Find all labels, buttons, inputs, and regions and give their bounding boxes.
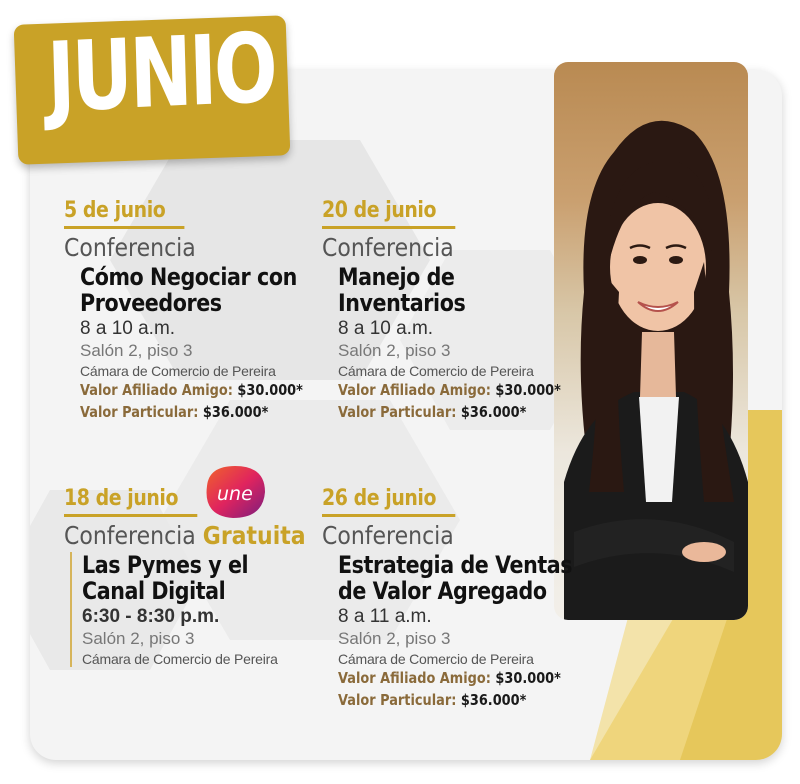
event-kind-label: Conferencia	[322, 521, 454, 550]
price-regular-amount: $36.000*	[460, 403, 527, 421]
une-logo-text: une	[217, 483, 253, 505]
event-organizer: Cámara de Comercio de Pereira	[338, 651, 534, 667]
event-title-line-1: Manejo de	[338, 263, 455, 291]
price-member	[80, 379, 303, 401]
event-title-line-2: Canal Digital	[82, 577, 226, 605]
price-regular-amount: $36.000*	[460, 691, 527, 709]
month-title: JUNIO	[45, 11, 276, 134]
event-kind	[322, 521, 576, 550]
event-time: 6:30 - 8:30 p.m.	[82, 606, 220, 627]
event-kind-label: Conferencia	[322, 233, 454, 262]
price-member	[338, 667, 572, 689]
price-regular	[338, 689, 572, 711]
event-date: 20 de junio	[322, 196, 455, 229]
event-room: Salón 2, piso 3	[338, 629, 451, 648]
event-organizer: Cámara de Comercio de Pereira	[82, 651, 278, 667]
event-room: Salón 2, piso 3	[338, 341, 451, 360]
event-title-line-1: Cómo Negociar con	[80, 263, 297, 291]
event-details	[338, 552, 610, 711]
event-title-line-2: de Valor Agregado	[338, 577, 547, 605]
price-member	[338, 379, 561, 401]
event-title-line-2: Proveedores	[80, 289, 222, 317]
price-member-amount: $30.000*	[495, 669, 561, 687]
price-regular	[80, 401, 303, 423]
price-regular-label: Valor Particular:	[338, 403, 457, 421]
event-details	[80, 264, 339, 423]
event-title-line-1: Las Pymes y el	[82, 551, 249, 579]
price-regular	[338, 401, 561, 423]
price-member-label: Valor Afiliado Amigo:	[338, 669, 491, 687]
event-kind	[64, 233, 306, 262]
event-room: Salón 2, piso 3	[82, 629, 195, 648]
event-free-label: Gratuita	[202, 521, 306, 550]
price-regular-label: Valor Particular:	[338, 691, 457, 709]
event-26-junio	[322, 484, 610, 711]
event-kind-label: Conferencia	[64, 233, 196, 262]
price-member-amount: $30.000*	[495, 381, 561, 399]
event-organizer: Cámara de Comercio de Pereira	[80, 363, 276, 379]
event-time: 8 a 10 a.m.	[80, 318, 176, 339]
price-regular-label: Valor Particular:	[80, 403, 199, 421]
event-kind	[322, 233, 564, 262]
price-member-label: Valor Afiliado Amigo:	[80, 381, 233, 399]
event-title-line-2: Inventarios	[338, 289, 466, 317]
price-regular-amount: $36.000*	[202, 403, 269, 421]
event-date: 26 de junio	[322, 484, 455, 517]
price-member-label: Valor Afiliado Amigo:	[338, 381, 491, 399]
event-20-junio	[322, 196, 597, 423]
event-time: 8 a 11 a.m.	[338, 606, 432, 627]
event-kind-label: Conferencia	[64, 521, 196, 550]
event-title-line-1: Estrategia de Ventas	[338, 551, 573, 579]
event-kind	[64, 521, 306, 550]
event-organizer: Cámara de Comercio de Pereira	[338, 363, 534, 379]
event-room: Salón 2, piso 3	[80, 341, 193, 360]
event-time: 8 a 10 a.m.	[338, 318, 434, 339]
event-details	[70, 552, 339, 667]
event-date: 18 de junio	[64, 484, 197, 517]
price-member-amount: $30.000*	[237, 381, 303, 399]
event-details	[338, 264, 597, 423]
une-logo-icon	[199, 464, 269, 520]
event-5-junio	[64, 196, 339, 423]
event-date: 5 de junio	[64, 196, 184, 229]
